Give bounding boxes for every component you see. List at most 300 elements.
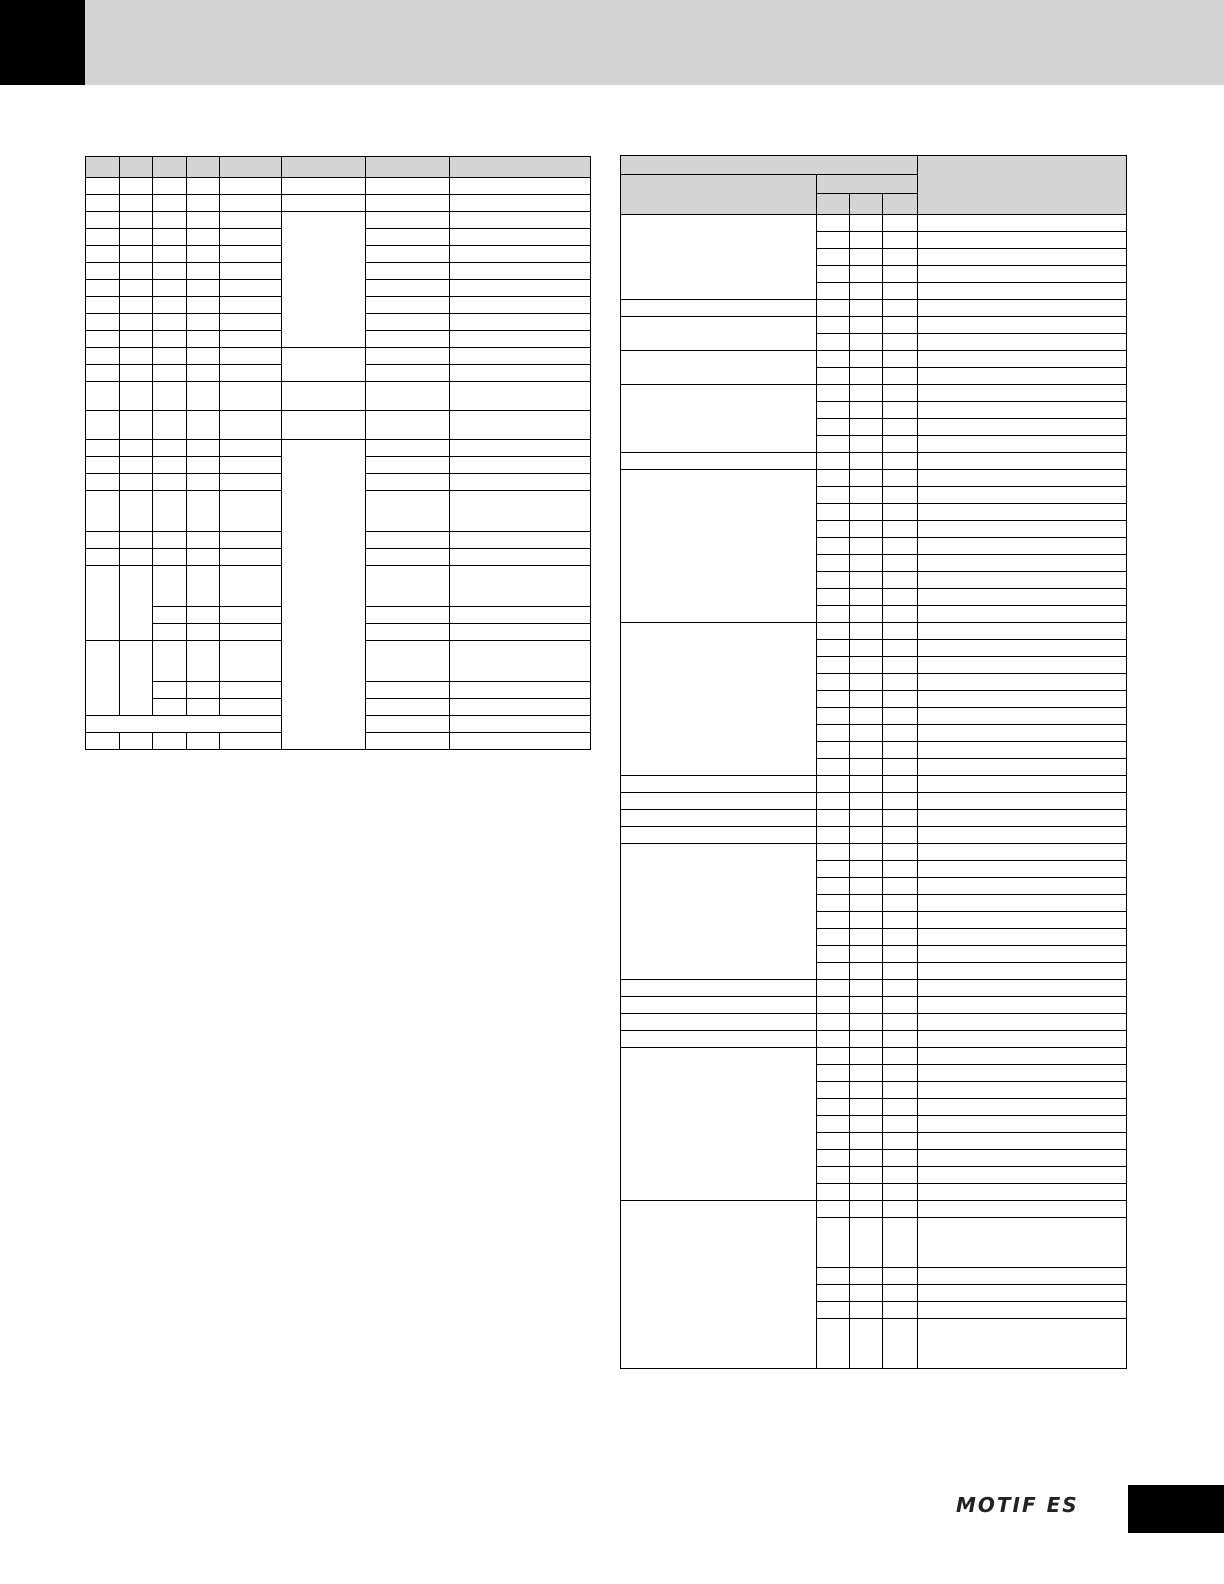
- left-table-cell: [86, 641, 120, 716]
- left-table-cell: [282, 382, 366, 411]
- left-table-cell: [450, 331, 591, 348]
- left-table-cell: [450, 195, 591, 212]
- left-table-cell: [153, 532, 187, 549]
- right-table-cell: [883, 606, 918, 623]
- right-table-cell: [817, 1150, 850, 1167]
- right-table-cell: [850, 504, 883, 521]
- right-table-cell: [850, 708, 883, 725]
- right-table-cell: [850, 351, 883, 368]
- right-table-cell: [883, 1116, 918, 1133]
- right-table-cell: [850, 1150, 883, 1167]
- right-table-cell: [918, 895, 1127, 912]
- left-table-cell: [187, 365, 220, 382]
- left-table-cell: [366, 195, 450, 212]
- table-row: [86, 411, 591, 440]
- right-table-cell: [918, 878, 1127, 895]
- right-table-cell: [817, 810, 850, 827]
- left-table-cell: [220, 457, 282, 474]
- right-table-cell: [918, 827, 1127, 844]
- right-table-cell: [918, 1319, 1127, 1369]
- left-table-cell: [120, 297, 153, 314]
- right-table-cell: [918, 249, 1127, 266]
- right-table-cell: [918, 266, 1127, 283]
- right-table-cell: [817, 1082, 850, 1099]
- right-table-cell: [817, 283, 850, 300]
- right-table-cell: [850, 215, 883, 232]
- right-table-cell: [918, 1099, 1127, 1116]
- left-table-cell: [220, 263, 282, 280]
- left-table-cell: [366, 314, 450, 331]
- left-table-cell: [187, 566, 220, 607]
- right-table-cell: [918, 453, 1127, 470]
- right-table-cell: [883, 691, 918, 708]
- left-table-cell: [220, 440, 282, 457]
- right-table-cell: [883, 300, 918, 317]
- right-table-cell: [883, 589, 918, 606]
- right-table-cell: [883, 895, 918, 912]
- right-table-cell: [817, 1218, 850, 1268]
- right-table-cell: [850, 1065, 883, 1082]
- right-table-cell: [918, 946, 1127, 963]
- right-table-cell: [883, 538, 918, 555]
- left-header-cell: [153, 157, 187, 178]
- right-table-cell: [621, 827, 817, 844]
- left-table-cell: [153, 641, 187, 682]
- table-row: [621, 776, 1127, 793]
- right-table-cell: [883, 1048, 918, 1065]
- left-table-cell: [450, 716, 591, 733]
- left-table-cell: [120, 382, 153, 411]
- right-table-cell: [850, 368, 883, 385]
- right-table-cell: [850, 1285, 883, 1302]
- left-table-cell: [187, 331, 220, 348]
- right-table-cell: [883, 215, 918, 232]
- right-table-cell: [883, 555, 918, 572]
- left-table-cell: [153, 331, 187, 348]
- left-table-cell: [282, 411, 366, 440]
- left-table-cell: [450, 491, 591, 532]
- left-table-cell: [86, 348, 120, 365]
- left-table-cell: [153, 229, 187, 246]
- right-table-cell: [817, 317, 850, 334]
- right-table-cell: [621, 1031, 817, 1048]
- left-table-cell: [450, 382, 591, 411]
- left-table-cell: [366, 297, 450, 314]
- table-row: [621, 997, 1127, 1014]
- right-table-cell: [817, 759, 850, 776]
- left-table-cell: [450, 733, 591, 750]
- left-table-cell: [153, 474, 187, 491]
- right-table-cell: [883, 623, 918, 640]
- right-table-cell: [817, 1048, 850, 1065]
- left-table-cell: [86, 331, 120, 348]
- right-table-cell: [817, 827, 850, 844]
- left-table-cell: [153, 549, 187, 566]
- right-header-cell: [918, 156, 1127, 215]
- right-table-cell: [918, 861, 1127, 878]
- left-table-cell: [187, 297, 220, 314]
- right-table-cell: [817, 640, 850, 657]
- right-table-cell: [850, 810, 883, 827]
- right-table-cell: [850, 946, 883, 963]
- left-table-cell: [366, 246, 450, 263]
- right-header-cell: [883, 194, 918, 215]
- left-table-cell: [120, 440, 153, 457]
- right-table-cell: [850, 725, 883, 742]
- right-table-cell: [883, 436, 918, 453]
- left-table-cell: [220, 566, 282, 607]
- left-table-cell: [153, 699, 187, 716]
- left-table-cell: [187, 212, 220, 229]
- right-table-cell: [883, 946, 918, 963]
- left-header-cell: [450, 157, 591, 178]
- left-table-cell: [187, 682, 220, 699]
- right-table-cell: [883, 385, 918, 402]
- right-table-cell: [883, 249, 918, 266]
- right-header-cell: [621, 156, 918, 175]
- right-table-cell: [817, 1065, 850, 1082]
- right-table-cell: [817, 419, 850, 436]
- right-table-cell: [883, 1302, 918, 1319]
- right-table-cell: [817, 572, 850, 589]
- left-table-cell: [187, 532, 220, 549]
- left-table-cell: [220, 474, 282, 491]
- left-table-cell: [366, 474, 450, 491]
- left-table-cell: [187, 348, 220, 365]
- right-table-cell: [850, 691, 883, 708]
- right-table-cell: [883, 266, 918, 283]
- left-table-cell: [153, 566, 187, 607]
- right-table-cell: [918, 334, 1127, 351]
- right-table-cell: [621, 300, 817, 317]
- right-table-cell: [850, 1302, 883, 1319]
- left-table-cell: [187, 280, 220, 297]
- left-table-cell: [187, 246, 220, 263]
- right-table-cell: [817, 861, 850, 878]
- right-table-cell: [918, 725, 1127, 742]
- right-table-cell: [883, 1150, 918, 1167]
- left-table-cell: [120, 246, 153, 263]
- left-table-cell: [450, 440, 591, 457]
- right-table-cell: [621, 844, 817, 980]
- left-table-cell: [450, 314, 591, 331]
- left-table-cell: [220, 411, 282, 440]
- left-header-cell: [187, 157, 220, 178]
- right-table-cell: [918, 1302, 1127, 1319]
- left-table-cell: [450, 566, 591, 607]
- right-table-cell: [621, 793, 817, 810]
- right-table-cell: [850, 1218, 883, 1268]
- right-table-cell: [817, 606, 850, 623]
- right-table-cell: [817, 657, 850, 674]
- left-table-cell: [366, 699, 450, 716]
- left-table-cell: [187, 263, 220, 280]
- left-table-cell: [366, 411, 450, 440]
- right-table-cell: [817, 555, 850, 572]
- right-table-cell: [883, 1201, 918, 1218]
- left-table-cell: [187, 382, 220, 411]
- right-table-cell: [918, 844, 1127, 861]
- right-table-cell: [850, 759, 883, 776]
- left-table-cell: [450, 280, 591, 297]
- right-table-cell: [918, 912, 1127, 929]
- left-table-cell: [220, 607, 282, 624]
- right-table-cell: [883, 470, 918, 487]
- left-table-cell: [450, 532, 591, 549]
- right-table-cell: [918, 1133, 1127, 1150]
- right-table-cell: [621, 810, 817, 827]
- right-table-cell: [817, 504, 850, 521]
- left-table-cell: [153, 411, 187, 440]
- left-table-cell: [450, 607, 591, 624]
- table-row: [621, 1201, 1127, 1218]
- table-row: [621, 1014, 1127, 1031]
- left-table-cell: [86, 549, 120, 566]
- right-table-cell: [918, 1268, 1127, 1285]
- left-table-cell: [86, 263, 120, 280]
- left-table-cell: [220, 331, 282, 348]
- left-table-cell: [187, 641, 220, 682]
- right-table-cell: [817, 266, 850, 283]
- right-table-cell: [883, 1285, 918, 1302]
- left-table-cell: [282, 348, 366, 382]
- right-table-cell: [817, 1167, 850, 1184]
- left-table-cell: [450, 457, 591, 474]
- table-row: [621, 453, 1127, 470]
- right-table-cell: [918, 606, 1127, 623]
- right-table-cell: [918, 793, 1127, 810]
- right-table-cell: [883, 912, 918, 929]
- right-table-cell: [883, 963, 918, 980]
- left-table-cell: [153, 491, 187, 532]
- right-table-cell: [850, 793, 883, 810]
- left-table-cell: [220, 229, 282, 246]
- left-table-cell: [220, 641, 282, 682]
- right-table-cell: [850, 1184, 883, 1201]
- right-table-cell: [621, 317, 817, 351]
- right-table-cell: [918, 555, 1127, 572]
- left-table-cell: [120, 212, 153, 229]
- table-row: [86, 440, 591, 457]
- left-table-cell: [366, 280, 450, 297]
- table-row: [86, 157, 591, 178]
- left-table-cell: [220, 365, 282, 382]
- right-table-cell: [621, 997, 817, 1014]
- left-table-cell: [450, 624, 591, 641]
- left-table-cell: [220, 314, 282, 331]
- left-table-cell: [120, 263, 153, 280]
- right-table-cell: [883, 844, 918, 861]
- right-table-cell: [621, 470, 817, 623]
- right-table-cell: [817, 1319, 850, 1369]
- right-table-cell: [918, 351, 1127, 368]
- right-table-cell: [850, 606, 883, 623]
- right-table-cell: [817, 878, 850, 895]
- right-table-cell: [883, 742, 918, 759]
- right-table-cell: [817, 215, 850, 232]
- right-table-cell: [850, 419, 883, 436]
- left-table-cell: [153, 280, 187, 297]
- right-table-cell: [850, 1133, 883, 1150]
- left-table-cell: [86, 382, 120, 411]
- table-row: [621, 317, 1127, 334]
- right-table-cell: [850, 470, 883, 487]
- right-table-cell: [918, 504, 1127, 521]
- left-table-cell: [86, 229, 120, 246]
- right-table-cell: [817, 623, 850, 640]
- table-row: [621, 385, 1127, 402]
- left-table-cell: [282, 440, 366, 750]
- left-header-cell: [86, 157, 120, 178]
- right-table-cell: [918, 402, 1127, 419]
- right-table-cell: [850, 300, 883, 317]
- left-table-cell: [366, 229, 450, 246]
- left-table-cell: [86, 532, 120, 549]
- left-table-cell: [120, 733, 153, 750]
- right-table-cell: [883, 827, 918, 844]
- left-table-cell: [366, 382, 450, 411]
- left-table-cell: [366, 457, 450, 474]
- left-table-cell: [366, 440, 450, 457]
- right-table-cell: [850, 589, 883, 606]
- left-table-cell: [120, 474, 153, 491]
- right-table-cell: [850, 283, 883, 300]
- right-table-cell: [883, 708, 918, 725]
- right-table-cell: [817, 895, 850, 912]
- left-table-cell: [120, 491, 153, 532]
- right-table-cell: [817, 1302, 850, 1319]
- left-table-cell: [86, 365, 120, 382]
- table-row: [621, 351, 1127, 368]
- right-table-cell: [918, 1116, 1127, 1133]
- table-row: [621, 470, 1127, 487]
- right-table-cell: [918, 572, 1127, 589]
- right-table-cell: [817, 249, 850, 266]
- right-table-cell: [817, 963, 850, 980]
- left-table-cell: [120, 229, 153, 246]
- left-table-cell: [86, 733, 120, 750]
- left-table-cell: [187, 178, 220, 195]
- right-table-cell: [883, 1167, 918, 1184]
- left-table-cell: [153, 624, 187, 641]
- right-table-cell: [850, 980, 883, 997]
- right-table-cell: [817, 912, 850, 929]
- right-table-cell: [850, 623, 883, 640]
- left-table-cell: [282, 212, 366, 348]
- left-table-cell: [220, 682, 282, 699]
- right-table-cell: [621, 1201, 817, 1369]
- right-table-cell: [817, 929, 850, 946]
- right-table-cell: [918, 742, 1127, 759]
- right-table-cell: [817, 1014, 850, 1031]
- right-table-cell: [918, 623, 1127, 640]
- left-table-cell: [120, 457, 153, 474]
- right-table-cell: [918, 1014, 1127, 1031]
- left-table-cell: [153, 314, 187, 331]
- right-table-cell: [850, 844, 883, 861]
- right-table-cell: [883, 1184, 918, 1201]
- left-table-cell: [450, 474, 591, 491]
- left-table-cell: [366, 566, 450, 607]
- header-black-block: [0, 0, 85, 85]
- table-row: [86, 178, 591, 195]
- left-table-cell: [366, 682, 450, 699]
- right-table-cell: [918, 759, 1127, 776]
- left-table-cell: [220, 348, 282, 365]
- right-table-cell: [883, 504, 918, 521]
- right-table-cell: [918, 368, 1127, 385]
- right-table-cell: [918, 1082, 1127, 1099]
- right-table-cell: [817, 946, 850, 963]
- table-row: [621, 215, 1127, 232]
- left-table-cell: [366, 212, 450, 229]
- left-table-cell: [450, 549, 591, 566]
- right-table-cell: [883, 232, 918, 249]
- right-table-cell: [817, 487, 850, 504]
- right-table-cell: [850, 1167, 883, 1184]
- right-table-cell: [883, 283, 918, 300]
- right-table-cell: [918, 657, 1127, 674]
- left-parameter-table: [85, 156, 591, 750]
- right-table-cell: [850, 1014, 883, 1031]
- right-table-cell: [850, 402, 883, 419]
- left-table-cell: [86, 195, 120, 212]
- left-table-cell: [220, 280, 282, 297]
- right-table-cell: [621, 623, 817, 776]
- right-table-cell: [850, 1268, 883, 1285]
- right-table-cell: [850, 487, 883, 504]
- left-table-cell: [120, 532, 153, 549]
- left-table-cell: [187, 624, 220, 641]
- right-table-cell: [817, 351, 850, 368]
- left-table-cell: [153, 733, 187, 750]
- right-table-cell: [817, 1268, 850, 1285]
- left-table-cell: [153, 457, 187, 474]
- right-table-cell: [817, 589, 850, 606]
- right-table-cell: [817, 691, 850, 708]
- left-table-cell: [86, 411, 120, 440]
- left-table-cell: [153, 682, 187, 699]
- left-table-cell: [220, 212, 282, 229]
- table-row: [621, 300, 1127, 317]
- header-band: [85, 0, 1224, 85]
- right-table-cell: [918, 232, 1127, 249]
- right-table-cell: [883, 640, 918, 657]
- left-table-cell: [450, 246, 591, 263]
- right-table-cell: [883, 776, 918, 793]
- right-table-cell: [621, 1014, 817, 1031]
- right-table-cell: [918, 1031, 1127, 1048]
- left-table-cell: [120, 411, 153, 440]
- left-table-cell: [450, 365, 591, 382]
- right-table-cell: [850, 963, 883, 980]
- right-table-cell: [918, 640, 1127, 657]
- left-table-cell: [187, 195, 220, 212]
- left-table-cell: [450, 178, 591, 195]
- left-table-cell: [450, 263, 591, 280]
- right-table-cell: [883, 793, 918, 810]
- left-table-cell: [187, 314, 220, 331]
- left-table-cell: [153, 348, 187, 365]
- table-row: [86, 195, 591, 212]
- left-table-cell: [86, 212, 120, 229]
- right-table-cell: [918, 521, 1127, 538]
- right-table-cell: [883, 1014, 918, 1031]
- left-table-cell: [450, 682, 591, 699]
- table-row: [621, 1031, 1127, 1048]
- right-table-cell: [850, 266, 883, 283]
- right-table-cell: [817, 725, 850, 742]
